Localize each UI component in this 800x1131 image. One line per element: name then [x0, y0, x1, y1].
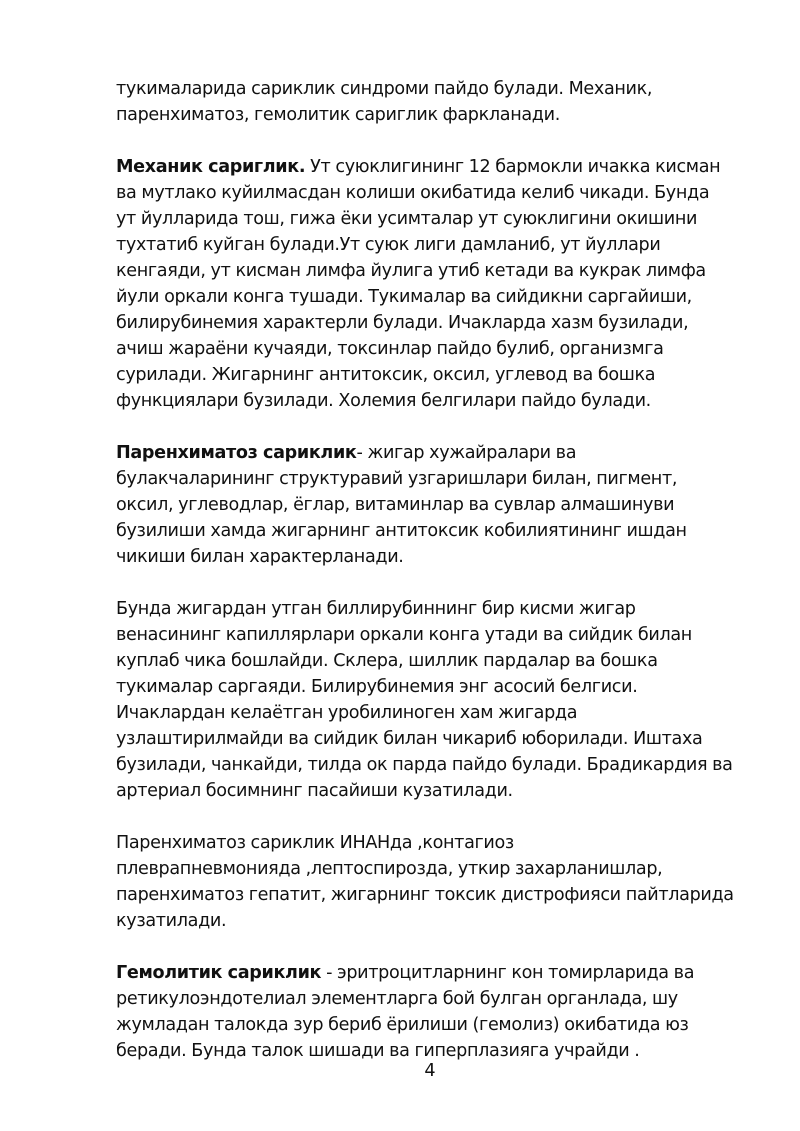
text-line: сурилади. Жигарнинг антитоксик, оксил, углевод ва бошка — [116, 365, 656, 385]
text-line — [116, 440, 716, 466]
text-line: узлаштирилмайди ва сийдик билан чикариб юборилади. Иштаха — [116, 729, 703, 749]
text-line: Паренхиматоз сариклик ИНАНда ,контагиоз — [116, 833, 514, 853]
text-line — [116, 960, 716, 986]
paragraph-occurrence — [116, 830, 734, 934]
section-heading-mechanical: Механик сариглик. — [116, 157, 306, 177]
text-line: ретикулоэндотелиал элементларга бой булган органлада, шу — [116, 989, 678, 1009]
text-line: ва мутлако куйилмасдан колиши окибатида келиб чикади. Бунда — [116, 183, 710, 203]
text-line: кенгаяди, ут кисман лимфа йулига утиб кетади ва кукрак лимфа — [116, 261, 706, 281]
text-line: функциялари бузилади. Холемия белгилари пайдо булади. — [116, 391, 651, 411]
page-number: 4 — [424, 1061, 436, 1081]
paragraph-intro — [116, 76, 716, 128]
text-line: беради. Бунда талок шишади ва гиперплазияга учрайди . — [116, 1041, 640, 1061]
text-line: венасининг капиллярлари оркали конга утади ва сийдик билан — [116, 625, 692, 645]
text-line: билирубинемия характерли булади. Ичакларда хазм бузилади, — [116, 313, 689, 333]
section-heading-parenchymatous: Паренхиматоз сариклик — [116, 443, 357, 463]
text-line: бузилиши хамда жигарнинг антитоксик кобилиятининг ишдан — [116, 521, 687, 541]
text-line: оксил, углеводлар, ёглар, витаминлар ва сувлар алмашинуви — [116, 495, 675, 515]
text-line: тухтатиб куйган булади.Ут суюк лиги дамланиб, ут йуллари — [116, 235, 661, 255]
text-line: йули оркали конга тушади. Тукималар ва сийдикни саргайиши, — [116, 287, 692, 307]
text-run: Ут суюклигининг 12 бармокли ичакка кисман — [305, 157, 721, 177]
text-line: жумладан талокда зур бериб ёрилиши (гемолиз) окибатида юз — [116, 1015, 689, 1035]
text-run: - жигар хужайралари ва — [356, 443, 577, 463]
paragraph-bilirubin — [116, 596, 733, 804]
paragraph-parenchymatous-jaundice — [116, 440, 716, 570]
text-line: тукималарида сариклик синдроми пайдо булади. Механик, — [116, 79, 653, 99]
section-heading-hemolytic: Гемолитик сариклик — [116, 963, 322, 983]
text-line: бузилади, чанкайди, тилда ок парда пайдо булади. Брадикардия ва — [116, 755, 733, 775]
text-line: паренхиматоз гепатит, жигарнинг токсик дистрофияси пайтларида — [116, 885, 734, 905]
text-line: тукималар саргаяди. Билирубинемия энг асосий белгиси. — [116, 677, 638, 697]
text-line: чикиши билан характерланади. — [116, 547, 404, 567]
text-line: Ичаклардан келаётган уробилиноген хам жигарда — [116, 703, 578, 723]
text-line — [116, 154, 721, 180]
document-body — [116, 76, 734, 1064]
text-line: Бунда жигардан утган биллирубиннинг бир кисми жигар — [116, 599, 636, 619]
text-line: ут йулларида тош, гижа ёки усимталар ут суюклигини окишини — [116, 209, 698, 229]
text-line: булакчаларининг структуравий узгаришлари билан, пигмент, — [116, 469, 678, 489]
text-run: - эритроцитларнинг кон томирларида ва — [321, 963, 695, 983]
text-line: ачиш жараёни кучаяди, токсинлар пайдо булиб, организмга — [116, 339, 664, 359]
text-line: кузатилади. — [116, 911, 227, 931]
paragraph-hemolytic-jaundice — [116, 960, 716, 1064]
text-line: паренхиматоз, гемолитик сариглик фаркланади. — [116, 105, 560, 125]
text-line: куплаб чика бошлайди. Склера, шиллик пардалар ва бошка — [116, 651, 658, 671]
text-line: артериал босимнинг пасайиши кузатилади. — [116, 781, 513, 801]
paragraph-mechanical-jaundice — [116, 154, 721, 414]
text-line: плеврапневмонияда ,лептоспирозда, уткир захарланишлар, — [116, 859, 663, 879]
